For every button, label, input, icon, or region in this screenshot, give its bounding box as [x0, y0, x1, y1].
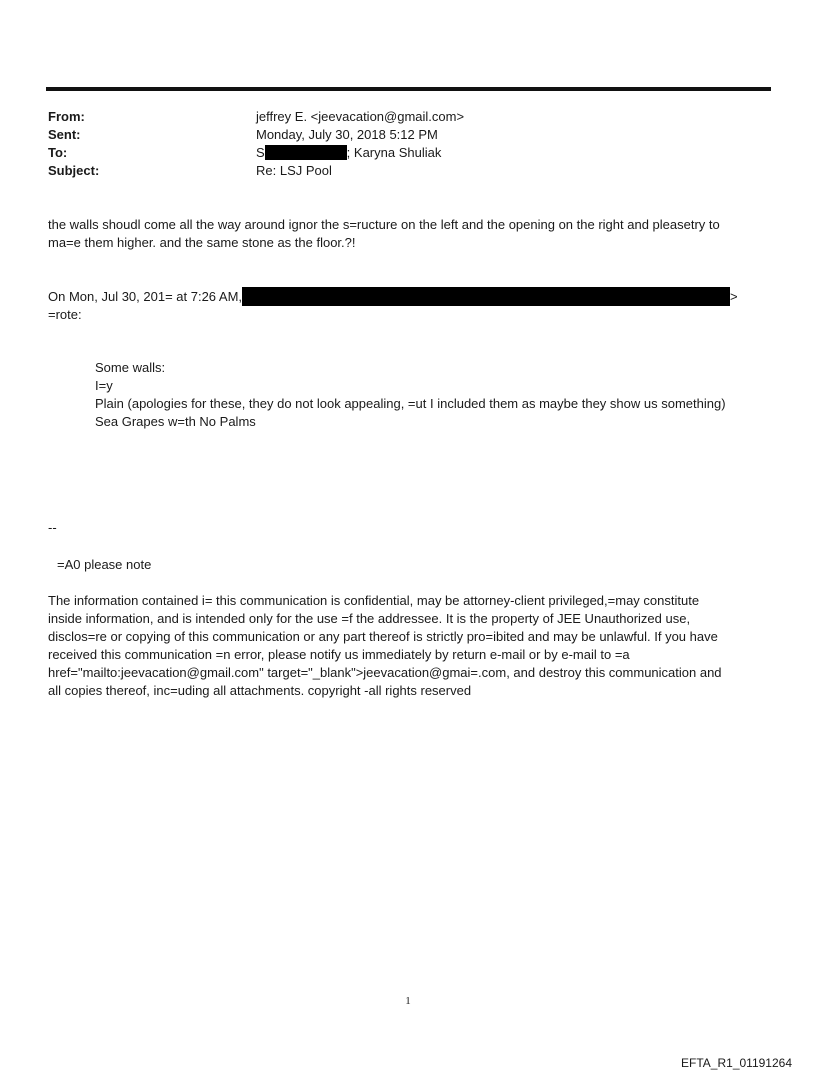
disclaimer — [48, 592, 768, 700]
quote-on-end: > — [730, 289, 738, 304]
quoted-item: Some walls: — [95, 360, 166, 375]
quote-on-text: On Mon, Jul 30, 201= at 7:26 AM, — [48, 289, 243, 304]
email-header — [48, 108, 748, 180]
body-line: the walls shoudl come all the way around ignor the s=ructure on the left and the opening on the right and pleasetry to — [48, 217, 720, 232]
signature-note: =A0 please note — [57, 557, 152, 572]
quote-on-line — [48, 287, 768, 306]
disclaimer-line: received this communication =n error, please notify us immediately by return e-mail or by e-mail to =a — [48, 647, 630, 662]
quoted-item: Sea Grapes w=th No Palms — [95, 414, 256, 429]
from-label: From: — [48, 109, 85, 124]
sent-value: Monday, July 30, 2018 5:12 PM — [256, 127, 438, 142]
sent-row — [48, 126, 748, 144]
quoted-item: Plain (apologies for these, they do not look appealing, =ut I included them as maybe they show us something) — [95, 396, 726, 411]
sent-label: Sent: — [48, 127, 81, 142]
subject-row — [48, 162, 748, 180]
body-line: ma=e them higher. and the same stone as the floor.?! — [48, 235, 356, 250]
subject-value: Re: LSJ Pool — [256, 163, 332, 178]
disclaimer-line: disclos=re or copying of this communication or any part thereof is strictly pro=ibited and may be unlawful. If you have — [48, 629, 718, 644]
redaction-bar — [242, 287, 730, 306]
disclaimer-line: href="mailto:jeevacation@gmail.com" target="_blank">jeevacation@gmai=.com, and destroy this communication and — [48, 665, 722, 680]
to-value — [256, 144, 441, 162]
quoted-list — [95, 359, 775, 431]
subject-label: Subject: — [48, 163, 100, 178]
page-number: 1 — [405, 995, 411, 1007]
message-body — [48, 216, 768, 252]
signature-dashes: -- — [48, 520, 57, 535]
to-row — [48, 144, 748, 162]
from-value: jeffrey E. <jeevacation@gmail.com> — [256, 109, 465, 124]
from-row — [48, 108, 748, 126]
disclaimer-line: all copies thereof, inc=uding all attachments. copyright -all rights reserved — [48, 683, 472, 698]
disclaimer-line: inside information, and is intended only for the use =f the addressee. It is the property of JEE Unauthorized use, — [48, 611, 691, 626]
to-label: To: — [48, 145, 68, 160]
document-id: EFTA_R1_01191264 — [681, 1056, 792, 1070]
quote-header — [48, 287, 768, 324]
header-rule — [46, 87, 771, 91]
to-prefix: S — [256, 145, 265, 160]
to-suffix: ; Karyna Shuliak — [346, 145, 442, 160]
disclaimer-line: The information contained i= this communication is confidential, may be attorney-client privileged,=may constitute — [48, 593, 700, 608]
quoted-item: I=y — [95, 378, 113, 393]
quote-wrote: =rote: — [48, 307, 82, 322]
redaction-bar — [265, 145, 347, 160]
